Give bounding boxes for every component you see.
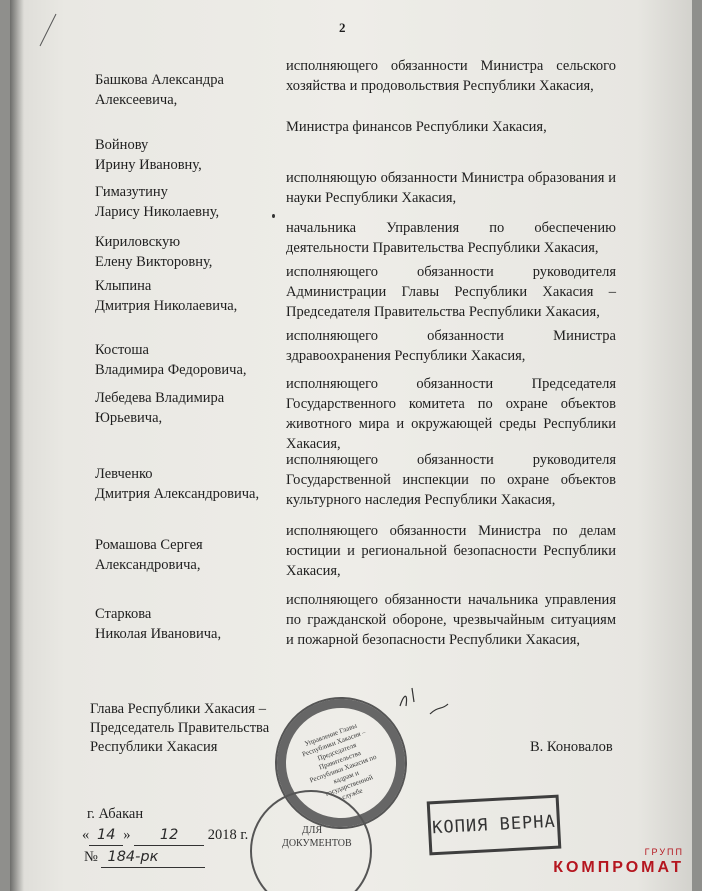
appointee-name-line: Елену Викторовну, bbox=[95, 254, 213, 270]
appointee-name-line: Александровича, bbox=[95, 557, 201, 573]
scan-shadow bbox=[10, 0, 24, 891]
appointee-name bbox=[95, 232, 275, 272]
appointee-name-line: Костоша bbox=[95, 342, 149, 358]
appointee-name bbox=[95, 276, 275, 316]
appointee-name-line: Алексеевича, bbox=[95, 92, 178, 108]
order-number-label: № bbox=[84, 849, 98, 865]
appointee-duty: исполняющего обязанности руководителя Государственной инспекции по охране объектов культурного наследия Республики Хакасия, bbox=[286, 452, 616, 508]
appointee-name-line: Ромашова Сергея bbox=[95, 537, 203, 553]
appointee-name-line: Левченко bbox=[95, 466, 153, 482]
order-number bbox=[84, 848, 205, 868]
appointee-duty: исполняющего обязанности Министра здравоохранения Республики Хакасия, bbox=[286, 328, 616, 364]
appointee-duty: исполняющего обязанности начальника управления по гражданской обороне, чрезвычайным ситуациям и пожарной безопасности Республики Хакасия, bbox=[286, 592, 616, 648]
appointee-name-line: Гимазутину bbox=[95, 184, 168, 200]
appointee-duty: начальника Управления по обеспечению деятельности Правительства Республики Хакасия, bbox=[286, 220, 616, 256]
watermark-main: КОМПРОМАТ bbox=[553, 859, 684, 876]
date-year: 2018 г. bbox=[207, 827, 249, 843]
appointee-name-line: Владимира Федоровича, bbox=[95, 362, 247, 378]
certified-copy-stamp: КОПИЯ ВЕРНА bbox=[427, 795, 562, 856]
appointee-name-line: Старкова bbox=[95, 606, 152, 622]
issue-city: г. Абакан bbox=[87, 806, 144, 822]
date-close-quote: » bbox=[123, 827, 131, 843]
appointee-name-line: Кириловскую bbox=[95, 234, 181, 250]
appointee-name-line: Дмитрия Александровича, bbox=[95, 486, 260, 502]
signatory-position bbox=[90, 700, 269, 757]
date-month: 12 bbox=[134, 826, 204, 846]
appointee-duty: исполняющего обязанности руководителя Администрации Главы Республики Хакасия – Председателя Правительства Республики Хакасия, bbox=[286, 264, 616, 320]
appointee-name bbox=[95, 388, 275, 428]
page-number: 2 bbox=[339, 20, 346, 35]
document-page bbox=[10, 0, 692, 891]
appointee-duty: исполняющего обязанности Председателя Государственного комитета по охране объектов животного мира и окружающей среды Республики Хакасия, bbox=[286, 376, 616, 452]
appointee-name-line: Юрьевича, bbox=[95, 410, 163, 426]
appointee-name-line: Ларису Николаевну, bbox=[95, 204, 220, 220]
appointee-name-line: Лебедева Владимира bbox=[95, 390, 225, 406]
appointee-duty: исполняющего обязанности Министра сельского хозяйства и продовольствия Республики Хакасия, bbox=[286, 58, 616, 94]
signature-scribble bbox=[390, 676, 480, 726]
seal-text: Управление Главы Республики Хакасия – Председателя Правительства Республики Хакасия по кадрам и государственной службе bbox=[301, 721, 378, 802]
appointee-name-line: Клыпина bbox=[95, 278, 152, 294]
date-day: 14 bbox=[89, 826, 123, 846]
appointee-name-line: Войнову bbox=[95, 137, 149, 153]
appointee-name bbox=[95, 340, 275, 380]
signatory-position-line: Республики Хакасия bbox=[90, 739, 218, 755]
appointee-name bbox=[95, 535, 275, 575]
appointee-name-line: Николая Ивановича, bbox=[95, 626, 222, 642]
issue-date bbox=[82, 826, 248, 846]
appointee-name bbox=[95, 464, 275, 504]
date-open-quote: « bbox=[82, 827, 90, 843]
appointee-duty: исполняющую обязанности Министра образования и науки Республики Хакасия, bbox=[286, 170, 616, 206]
appointee-duty: исполняющего обязанности Министра по делам юстиции и региональной безопасности Республики Хакасия, bbox=[286, 523, 616, 579]
appointee-name-line: Ирину Ивановну, bbox=[95, 157, 202, 173]
appointee-name bbox=[95, 182, 275, 222]
order-number-value: 184-рк bbox=[101, 848, 205, 868]
appointee-name bbox=[95, 70, 275, 110]
watermark-small: ГРУПП bbox=[644, 847, 684, 857]
documents-seal-text: ДЛЯ ДОКУМЕНТОВ bbox=[282, 825, 352, 849]
appointee-name bbox=[95, 135, 275, 175]
signatory-name: В. Коновалов bbox=[530, 739, 613, 755]
signatory-position-line: Глава Республики Хакасия – bbox=[90, 701, 266, 717]
appointee-name bbox=[95, 604, 275, 644]
corner-mark bbox=[36, 10, 66, 50]
appointee-name-line: Дмитрия Николаевича, bbox=[95, 298, 238, 314]
signatory-position-line: Председатель Правительства bbox=[90, 720, 270, 736]
watermark bbox=[553, 847, 684, 877]
scan-speck bbox=[272, 214, 275, 218]
appointee-duty: Министра финансов Республики Хакасия, bbox=[286, 119, 547, 135]
appointee-name-line: Башкова Александра bbox=[95, 72, 224, 88]
